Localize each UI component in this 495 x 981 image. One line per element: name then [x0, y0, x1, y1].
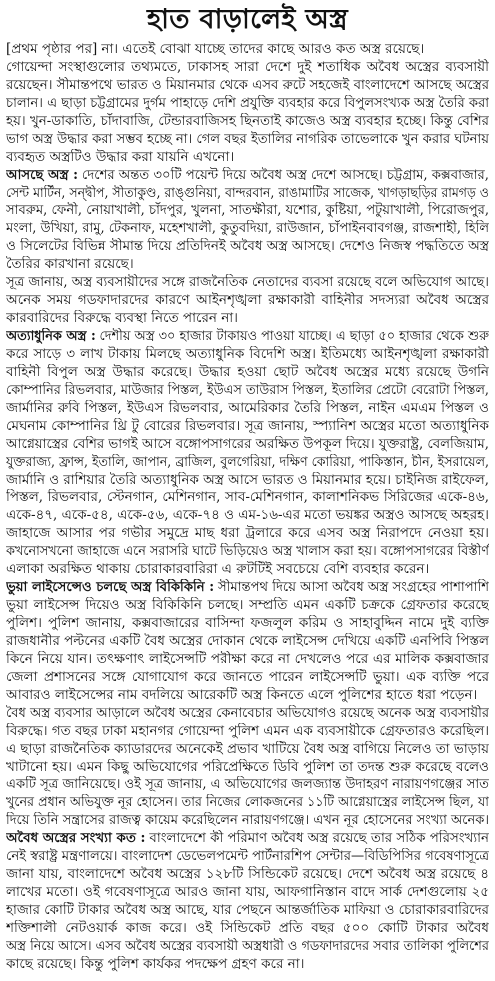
paragraph: [6, 328, 489, 579]
text-line: [6, 884, 489, 902]
line-text: ব্যবহৃত অস্ত্রটিও উদ্ধার করা যায়নি এখনো।: [6, 148, 235, 165]
article-body: [6, 41, 489, 977]
paragraph: [6, 274, 489, 328]
text-line: [6, 220, 489, 238]
line-text: পিস্তল, রিভলবার, স্টেনগান, মেশিনগান, সাব-মেশিনগান, কালাশনিকভ সিরিজের একে-৪৬,: [6, 489, 489, 506]
text-line: [6, 113, 489, 131]
text-line: [6, 436, 489, 454]
text-line: [6, 364, 489, 382]
text-line: [6, 525, 489, 543]
line-text-rest: সীমান্তপথ দিয়ে আসা অবৈধ অস্ত্র সংগ্রহের পাশাপাশি: [217, 579, 489, 596]
text-line: [6, 579, 489, 597]
section-subheading: অবৈধ অস্ত্রের সংখ্যা কত :: [6, 830, 146, 847]
line-text: চালান। এ ছাড়া চট্টগ্রামের দুর্গম পাহাড়ে দেশি প্রযুক্তি ব্যবহার করে বিপুলসংখ্যক অস্ত্র তৈরি করা: [6, 94, 489, 111]
line-text: [6, 328, 489, 346]
line-text: করে সাড়ে ৩ লাখ টাকায় মিলছে অত্যাধুনিক বিদেশি অস্ত্র। ইতিমধ্যে আইনশৃঙ্খলা রক্ষাকারী: [6, 345, 489, 362]
line-text-rest: না। এতেই বোঝা যাচ্ছে তাদের কাছে আরও কত অস্ত্র রয়েছে।: [101, 41, 425, 57]
line-text: জার্মানির রুবি পিস্তল, ইউএস রিভলবার, আমেরিকার তৈরি পিস্তল, নাইন এমএম পিস্তল ও: [6, 399, 489, 416]
line-text: যুক্তরাজ্য, ফ্রান্স, ইতালি, জাপান, ব্রাজিল, বুলগেরিয়া, দক্ষিণ কোরিয়া, পাকিস্তান, চীন, ইসরায়েল,: [6, 453, 489, 470]
paragraph: [6, 579, 489, 705]
text-line: [6, 776, 489, 794]
text-line: [6, 669, 489, 687]
text-line: [6, 185, 489, 203]
text-line: [6, 938, 489, 956]
text-line: [6, 705, 489, 723]
text-line: [6, 651, 489, 669]
text-line: [6, 310, 489, 328]
text-line: [6, 956, 489, 974]
text-line: [6, 167, 489, 185]
text-line: [6, 866, 489, 884]
line-text: বিরুদ্ধে। গত বছর ঢাকা মহানগর গোয়েন্দা পুলিশ এমন এক ব্যবসায়ীকে গ্রেফতারও করেছিল।: [6, 722, 489, 739]
line-text: কারবারিদের বিরুদ্ধে ব্যবস্থা নিতে পারেন না।: [6, 310, 239, 327]
paragraph: [6, 59, 489, 167]
line-text: মেঘনাম কোম্পানির থ্রি টু বোরের রিভলবার। সূত্র জানায়, স্প্যানিশ অস্ত্রের মতো অত্যাধুনিক: [6, 417, 489, 434]
text-line: [6, 723, 489, 741]
text-line: [6, 615, 489, 633]
line-text: [6, 579, 489, 597]
text-line: [6, 41, 489, 59]
line-text: ভাগ অস্ত্র উদ্ধার করা সম্ভব হচ্ছে না। গেল বছর ইতালির নাগরিক তাভেলাকে খুন করার ঘটনায়: [6, 130, 489, 147]
line-text: আগ্নেয়াস্ত্রের বেশির ভাগই আসে বঙ্গোপসাগরের অরক্ষিত উপকূল দিয়ে। যুক্তরাষ্ট্র, বেলজিয়াম,: [6, 435, 489, 452]
text-line: [6, 418, 489, 436]
line-text: কোম্পানির রিভলবার, মাউজার পিস্তল, ইউএস তাউরাস পিস্তল, ইতালির প্রেটো বেরোটা পিস্তল,: [6, 381, 489, 398]
line-text: একে-৪৭, একে-৫৪, একে-৫৬, একে-৭৪ ও এম-১৬-এর মতো ভয়ঙ্কর অস্ত্রও আসছে অহরহ।: [6, 507, 489, 524]
paragraph: [6, 705, 489, 831]
text-line: [6, 543, 489, 561]
line-text: খাটানো হয়। এমন কিছু অভিযোগের পরিপ্রেক্ষিতে ডিবি পুলিশ তা তদন্ত শুরু করেছে বলেও: [6, 758, 489, 775]
line-text: হয়। খুন-ডাকাতি, চাঁদাবাজি, টেন্ডারবাজিসহ ছিনতাই কাজেও অস্ত্র ব্যবহার হচ্ছে। কিন্তু বেশির: [6, 112, 489, 129]
line-text: রাজধানীর পল্টনের একটি বৈধ অস্ত্রের দোকান থেকে লাইসেন্স দেখিয়ে একটি এনপিবি পিস্তল: [6, 632, 489, 649]
line-text: নেই স্বরাষ্ট্র মন্ত্রণালয়ে। বাংলাদেশ ডেভেলপমেন্ট পার্টনারশিপ সেন্টার—বিডিপিসির গবেষণাসূত্রে: [6, 848, 489, 865]
text-line: [6, 238, 489, 256]
line-text: তৈরির কারখানা রয়েছে।: [6, 256, 134, 273]
line-text: অনেক সময় গডফাদারদের কারণে আইনশৃঙ্খলা রক্ষাকারী বাহিনীর সদস্যরা অবৈধ অস্ত্রের: [6, 292, 489, 309]
line-text: হাজার কোটি টাকার অবৈধ অস্ত্র আছে, যার পেছনে আন্তর্জাতিক মাফিয়া ও চোরাকারবারিদের: [6, 902, 489, 918]
line-text: [6, 167, 489, 185]
text-line: [6, 400, 489, 418]
line-text: বৈধ অস্ত্র ব্যবসার আড়ালে অবৈধ অস্ত্রের কেনাবেচার অভিযোগও রয়েছে অনেক অস্ত্র ব্যবসায়ীর: [6, 704, 489, 721]
line-text: ও সিলেটের বিভিন্ন সীমান্ত দিয়ে প্রতিদিনই অবৈধ অস্ত্র আসছে। দেশেও নিজস্ব পদ্ধতিতে অস্ত্র: [6, 238, 489, 255]
line-text: কিনে নিয়ে যান। তৎক্ষণাৎ লাইসেন্সটি পরীক্ষা করে না দেখলেও পরে এর মালিক কক্সবাজার: [6, 650, 489, 667]
line-text: মংলা, উখিয়া, রামু, টেকনাফ, মহেশখালী, কুতুবদিয়া, রাউজান, চাঁপাইনবাবগঞ্জ, রাজশাহী, হিলি: [6, 220, 489, 237]
text-line: [6, 759, 489, 777]
line-text: অস্ত্র নিয়ে আসে। এসব অবৈধ অস্ত্রের ব্যবসায়ী অস্ত্রধারী ও গডফাদারদের সবার তালিকা পুলিশের: [6, 937, 489, 954]
line-text: লাখের মতো। ওই গবেষণাসূত্রে আরও জানা যায়, আফগানিস্তান বাদে সার্ক দেশগুলোয় ২৫: [6, 884, 489, 901]
line-text: জার্মানি ও রাশিয়ার তৈরি অত্যাধুনিক অস্ত্র আসে ভারত ও মিয়ানমার হয়ে। চাইনিজ রাইফেল,: [6, 471, 489, 488]
line-text: [6, 830, 489, 848]
headline: হাত বাড়ালেই অস্ত্র: [146, 4, 348, 35]
line-text: পুলিশ। পুলিশ জানায়, কক্সবাজারের বাসিন্দা ফজলুল করিম ও সাহাবুদ্দিন নামে দুই ব্যক্তি: [6, 615, 489, 631]
line-text-rest: দেশীয় অস্ত্র ৩০ হাজার টাকায়ও পাওয়া যাচ্ছে। এ ছাড়া ৫০ হাজার থেকে শুরু: [99, 328, 489, 344]
paragraph: [6, 830, 489, 974]
text-line: [6, 848, 489, 866]
text-line: [6, 472, 489, 490]
text-line: [6, 902, 489, 920]
section-subheading: আসছে অস্ত্র :: [6, 166, 79, 183]
text-line: [6, 274, 489, 292]
line-text: খুনের প্রধান অভিযুক্ত নূর হোসেন। তার নিজের লোকজনের ১১টি আগ্নেয়াস্ত্রের লাইসেন্স ছিল, যা: [6, 794, 489, 811]
line-text: কাছে রয়েছে। কিন্তু পুলিশ কার্যকর পদক্ষেপ গ্রহণ করে না।: [6, 955, 305, 972]
text-line: [6, 489, 489, 507]
text-line: [6, 812, 489, 830]
text-line: [6, 597, 489, 615]
line-text: এলাকা অরক্ষিত থাকায় চোরাকারবারিরা এ রুটটিই সবচেয়ে বেশি ব্যবহার করেন।: [6, 561, 430, 578]
line-text: জানা যায়, বাংলাদেশে অবৈধ অস্ত্রের ১২৮টি সিন্ডিকেট রয়েছে। দেশে অবৈধ অস্ত্র রয়েছে ৪: [6, 866, 489, 883]
text-line: [6, 741, 489, 759]
line-text: গোয়েন্দা সংস্থাগুলোর তথ্যমতে, ঢাকাসহ সারা দেশে দুই শতাধিক অবৈধ অস্ত্রের ব্যবসায়ী: [6, 58, 489, 75]
text-line: [6, 292, 489, 310]
line-text: রয়েছেন। সীমান্তপথে ভারত ও মিয়ানমার থেকে এসব রুটে সহজেই বাংলাদেশে আসছে অস্ত্রের: [6, 76, 489, 93]
line-text: সেন্ট মার্টিন, সন্দ্বীপ, সীতাকুণ্ড, রাঙ্গুনিয়া, বান্দরবান, রাঙামাটির সাজেক, খাগড়াছড়ির রামগড় ও: [6, 184, 489, 201]
text-line: [6, 202, 489, 220]
continuation-label: [প্রথম পৃষ্ঠার পর]: [6, 41, 98, 57]
line-text: জেলা প্রশাসনের সঙ্গে যোগাযোগ করে জানতে পারেন লাইসেন্সটি ভুয়া। এক ব্যক্তি পরে: [6, 668, 489, 685]
line-text: দিয়ে তিনি সন্ত্রাসের রাজত্ব কায়েম করেছিলেন নারায়ণগঞ্জে। এখন নূর হোসেনের সংখ্যা অনেক।: [6, 812, 489, 829]
text-line: [6, 382, 489, 400]
text-line: [6, 794, 489, 812]
line-text: জাহাজে আসার পর গভীর সমুদ্রে মাছ ধরা ট্রলারে করে এসব অস্ত্র নিরাপদে নেওয়া হয়।: [6, 525, 489, 542]
text-line: [6, 507, 489, 525]
line-text: কখনোসখনো জাহাজে এনে সরাসরি ঘাটে ভিড়িয়েও অস্ত্র খালাস করা হয়। বঙ্গোপসাগরের বিস্তীর্ণ: [6, 543, 489, 560]
line-text: এ ছাড়া রাজনৈতিক ক্যাডারদের অনেকেই প্রভাব খাটিয়ে বৈধ অস্ত্র বাগিয়ে নিলেও তা ভাড়ায়: [6, 740, 489, 757]
paragraph: [6, 167, 489, 275]
paragraph: [6, 41, 489, 59]
text-line: [6, 687, 489, 705]
text-line: [6, 454, 489, 472]
line-text: আবারও লাইসেন্সের নাম বদলিয়ে আরেকটি অস্ত্র কিনতে এলে পুলিশের হাতে ধরা পড়েন।: [6, 686, 478, 703]
line-text: সূত্র জানায়, অস্ত্র ব্যবসায়ীদের সঙ্গে রাজনৈতিক নেতাদের ব্যবসা রয়েছে বলে অভিযোগ আছে।: [6, 274, 489, 291]
line-text: শক্তিশালী নেটওয়ার্ক কাজ করে। ওই সিন্ডিকেট প্রতি বছর ৫০০ কোটি টাকার অবৈধ: [6, 919, 489, 936]
text-line: [6, 328, 489, 346]
text-line: [6, 256, 489, 274]
text-line: [6, 346, 489, 364]
line-text: [6, 41, 424, 59]
section-subheading: অত্যাধুনিক অস্ত্র :: [6, 328, 96, 344]
line-text-rest: বাংলাদেশে কী পরিমাণ অবৈধ অস্ত্র রয়েছে তার সঠিক পরিসংখ্যান: [149, 830, 489, 847]
text-line: [6, 77, 489, 95]
text-line: [6, 149, 489, 167]
text-line: [6, 561, 489, 579]
line-text: একটি সূত্র জানিয়েছে। ওই সূত্র জানায়, এ অভিযোগের জলজ্যান্ত উদাহরণ নারায়ণগঞ্জের সাত: [6, 776, 489, 793]
text-line: [6, 59, 489, 77]
line-text: বাহিনী বিপুল অস্ত্র উদ্ধার করেছে। উদ্ধার হওয়া ছোট অবৈধ অস্ত্রের মধ্যে রয়েছে উগনি: [6, 363, 489, 380]
text-line: [6, 920, 489, 938]
line-text: সাবরুম, ফেনী, নোয়াখালী, চাঁদপুর, খুলনা, সাতক্ষীরা, যশোর, কুষ্টিয়া, পটুয়াখালী, পিরোজপুর,: [6, 202, 489, 219]
line-text-rest: দেশের অন্তত ৩০টি পয়েন্ট দিয়ে অবৈধ অস্ত্র দেশে আসছে। চট্টগ্রাম, কক্সবাজার,: [81, 166, 489, 183]
line-text: ভুয়া লাইসেন্স দিয়েও অস্ত্র বিকিকিনি চলছে। সম্প্রতি এমন একটি চক্রকে গ্রেফতার করেছে: [6, 597, 489, 614]
text-line: [6, 633, 489, 651]
text-line: [6, 95, 489, 113]
text-line: [6, 131, 489, 149]
text-line: [6, 830, 489, 848]
headline-box: [0, 0, 495, 40]
section-subheading: ভুয়া লাইসেন্সেও চলছে অস্ত্র বিকিকিনি :: [6, 579, 215, 596]
